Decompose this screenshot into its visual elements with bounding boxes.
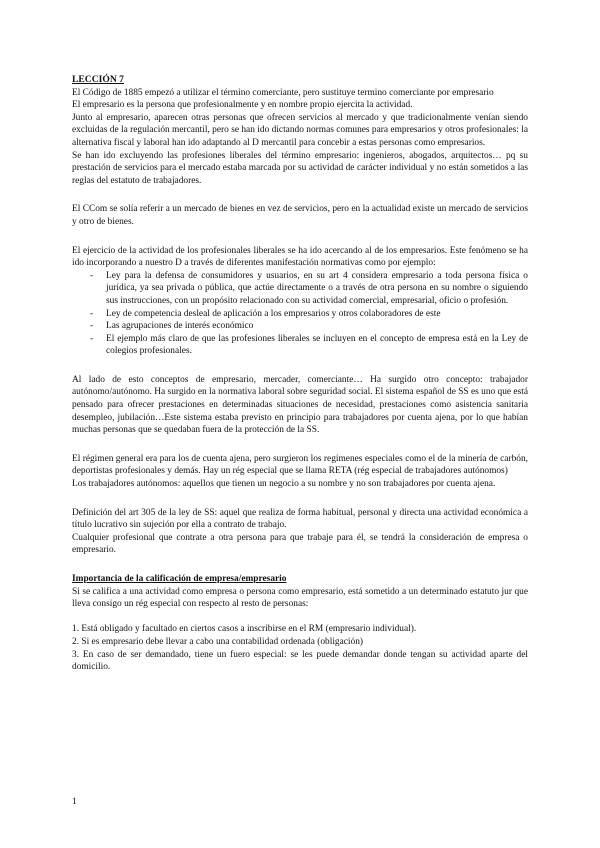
list-item — [72, 333, 528, 358]
regimen-paragraph-1: El régimen general era para los de cuenta ajena, pero surgieron los regímenes especiales como el de la minería de carbón, deportistas profesionales y demás. Hay un rég especial que se llama RETA (rég especial de trabajadores autónomos) — [72, 453, 528, 477]
list-item — [72, 320, 528, 333]
list-item-text: El ejemplo más claro de que las profesiones liberales se incluyen en el concepto de empresa está en la Ley de colegios profesionales. — [106, 333, 528, 357]
numbered-item-1: 1. Está obligado y facultado en ciertos casos a inscribirse en el RM (empresario individual). — [72, 624, 417, 635]
list-item-text: Las agrupaciones de interés económico — [106, 321, 254, 332]
intro-paragraph-3: Junto al empresario, aparecen otras personas que ofrecen servicios al mercado y que tradicionalmente venían siendo excluidas de la regulación mercantil, pero se han ido dictando normas comunes para empresarios y otros profesionales: la alternativa fiscal y laboral han ido adaptando al D mercantil para concebir a estas personas como empresarios. — [72, 112, 528, 148]
document-page — [72, 74, 528, 674]
intro-paragraph-1: El Código de 1885 empezó a utilizar el término comerciante, pero sustituye termino comerciante por empresario — [72, 87, 494, 98]
numbered-item-2: 2. Si es empresario debe llevar a cabo una contabilidad ordenada (obligación) — [72, 636, 364, 647]
bullet-dash: - — [90, 270, 94, 281]
list-item — [72, 270, 528, 308]
intro-paragraph-4: Se han ido excluyendo las profesiones liberales del término empresario: ingenieros, abogados, arquitectos… pq su prestación de servicios para el mercado estaba marcada por su actividad de carácter individual y no están sometidos a las reglas del estatuto de trabajadores. — [72, 150, 528, 186]
bullet-dash: - — [90, 308, 94, 319]
examples-list — [72, 270, 528, 358]
page-number: 1 — [72, 797, 77, 807]
list-item-text: Ley de competencia desleal de aplicación a los empresarios y otros colaboradores de este — [106, 308, 441, 319]
numbered-item-3: 3. En caso de ser demandado, tiene un fuero especial: se les puede demandar donde tengan su actividad aparte del domicilio. — [72, 649, 528, 673]
list-item-text: Ley para la defensa de consumidores y usuarios, en su art 4 considera empresario a toda persona física o jurídica, ya sea privada o pública, que actúe directamente o a través de otra persona en su nombre o siguiendo sus instrucciones, con un propósito relacionado con su actividad comercial, empresarial, oficio o profesión. — [106, 270, 528, 306]
lesson-title: LECCIÓN 7 — [72, 74, 124, 85]
definicion-paragraph-2: Cualquier profesional que contrate a otra persona para que trabaje para él, se tendrá la consideración de empresa o empresario. — [72, 532, 528, 556]
ejercicio-paragraph: El ejercicio de la actividad de los profesionales liberales se ha ido acercando al de los empresarios. Este fenómeno se ha ido incorporando a nuestro D a través de diferentes manifestación normativas como por ejemplo: — [72, 245, 528, 269]
importancia-paragraph: Si se califica a una actividad como empresa o persona como empresario, está sometido a un determinado estatuto jur que lleva consigo un rég especial con respecto al resto de personas: — [72, 586, 528, 610]
autonomo-paragraph: Al lado de esto conceptos de empresario, mercader, comerciante… Ha surgido otro concepto: trabajador autónomo/autónomo. Ha surgido en la normativa laboral sobre seguridad social. El sistema español de SS es uno que está pensado para ofrecer prestaciones en determinadas situaciones de necesidad, prestaciones como asistencia sanitaria desempleo, jubilación…Este sistema estaba previsto en principio para trabajadores por cuenta ajena, por lo que habían muchas personas que se quedaban fuera de la protección de la SS. — [72, 374, 528, 436]
bullet-dash: - — [90, 333, 94, 344]
bullet-dash: - — [90, 321, 94, 332]
ccom-paragraph: El CCom se solía referir a un mercado de bienes en vez de servicios, pero en la actualidad existe un mercado de servicios y otro de bienes. — [72, 204, 528, 227]
list-item — [72, 308, 528, 321]
regimen-paragraph-2: Los trabajadores autónomos: aquellos que tienen un negocio a su nombre y no son trabajadores por cuenta ajena. — [72, 479, 496, 490]
definicion-paragraph-1: Definición del art 305 de la ley de SS: aquel que realiza de forma habitual, personal y directa una actividad económica a título lucrativo sin sujeción por ella a contrato de trabajo. — [72, 507, 528, 531]
intro-paragraph-2: El empresario es la persona que profesionalmente y en nombre propio ejercita la actividad. — [72, 100, 413, 111]
section-heading: Importancia de la calificación de empresa/empresario — [72, 574, 287, 584]
